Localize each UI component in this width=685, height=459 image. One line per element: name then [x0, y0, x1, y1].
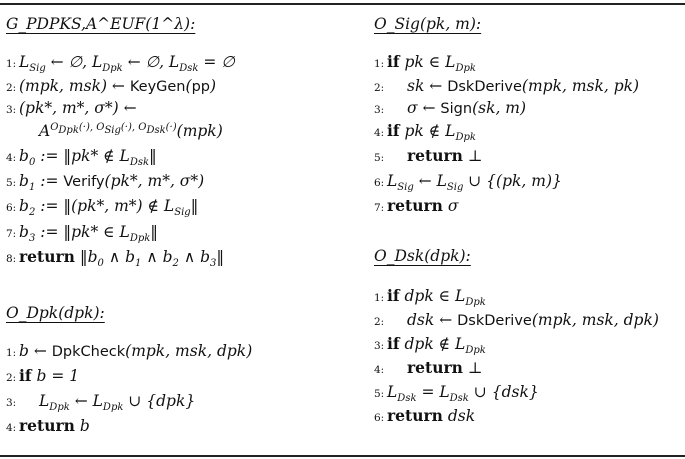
algorithm-title-0-0: G_PDPKS,A^EUF(1^λ): [6, 15, 196, 33]
line-text: return b [19, 416, 90, 435]
line-text: $L_{Dsk} = L_{Dsk}$ ∪ {dsk} [387, 383, 539, 405]
line-text: if pk ∉ $L_{Dpk}$ [387, 121, 476, 144]
line-text: return σ [387, 196, 459, 215]
line-text: $L_{Sig}$ ← ∅, $L_{Dpk}$ ← ∅, $L_{Dsk}$ = ∅ [19, 53, 235, 75]
code-line [374, 171, 562, 193]
code-line [374, 358, 482, 380]
code-line [6, 52, 235, 74]
line-number: 7: [374, 202, 385, 214]
line-text: sk ← DskDerive(mpk, msk, pk) [407, 77, 640, 95]
line-text: $b_0$ := ‖pk* ∉ $L_{Dsk}‖$ [19, 147, 157, 169]
algorithm-title-1-1: O_Dsk(dpk): [374, 247, 471, 265]
line-text: $b_1$ := Verify(pk*, m*, σ*) [19, 172, 205, 194]
line-number: 4: [6, 422, 17, 434]
line-number: 3: [6, 104, 17, 116]
line-number: 6: [374, 177, 385, 189]
code-line [374, 382, 539, 404]
line-text: $L_{Dpk}$ ← $L_{Dpk}$ ∪ {dpk} [39, 392, 196, 414]
line-text: (pk*, m*, σ*) ← [19, 99, 137, 117]
code-line [374, 406, 475, 428]
code-line [6, 416, 90, 438]
line-number: 2: [6, 82, 17, 94]
line-number: 4: [374, 127, 385, 139]
code-line [374, 76, 639, 98]
code-line [6, 196, 198, 218]
algorithm-title-0-1: O_Dpk(dpk): [6, 304, 105, 322]
code-line [374, 310, 659, 332]
code-line [374, 196, 458, 218]
code-line [6, 341, 252, 363]
line-number: 4: [374, 364, 385, 376]
line-number: 2: [6, 372, 17, 384]
line-number: 3: [6, 397, 17, 409]
line-text: $b_2$ := ‖(pk*, m*) ∉ $L_{Sig}‖$ [19, 197, 199, 219]
line-text: $A^{O_{Dpk}(\cdot), O_{Sig}(\cdot), O_{Dsk}(\cdot)}(mpk)$ [39, 121, 223, 140]
line-text: if b = 1 [19, 366, 80, 385]
code-line [374, 146, 482, 168]
code-line [6, 121, 223, 141]
code-line [6, 98, 137, 120]
line-number: 2: [374, 316, 385, 328]
code-line [374, 52, 476, 74]
line-text: dsk ← DskDerive(mpk, msk, dpk) [407, 311, 659, 329]
bottom-rule [0, 455, 685, 457]
code-line [374, 286, 486, 308]
code-line [374, 98, 526, 120]
line-number: 1: [6, 347, 17, 359]
code-line [6, 146, 157, 168]
line-number: 8: [6, 253, 17, 265]
line-text: return dsk [387, 406, 476, 425]
code-line [6, 171, 204, 193]
line-number: 4: [6, 152, 17, 164]
code-line [6, 76, 216, 98]
code-line [6, 222, 158, 244]
line-text: $b_3$ := ‖pk* ∈ $L_{Dpk}‖$ [19, 223, 159, 245]
line-number: 5: [374, 152, 385, 164]
code-line [374, 334, 486, 356]
line-text: if dpk ∉ $L_{Dpk}$ [387, 334, 486, 357]
line-text: if dpk ∈ $L_{Dpk}$ [387, 286, 486, 309]
line-text: σ ← Sign(sk, m) [407, 99, 527, 117]
top-rule [0, 3, 685, 5]
line-number: 1: [374, 292, 385, 304]
line-text: if pk ∈ $L_{Dpk}$ [387, 52, 476, 75]
line-number: 6: [6, 202, 17, 214]
code-line [6, 366, 79, 388]
line-number: 3: [374, 340, 385, 352]
line-number: 1: [6, 58, 17, 70]
line-text: $L_{Sig}$ ← $L_{Sig}$ ∪ {(pk, m)} [387, 172, 562, 194]
code-line [6, 247, 224, 269]
algorithm-title-1-0: O_Sig(pk, m): [374, 15, 482, 33]
line-text: b ← DpkCheck(mpk, msk, dpk) [19, 342, 253, 360]
line-number: 5: [6, 177, 17, 189]
line-number: 1: [374, 58, 385, 70]
line-text: return ⊥ [407, 358, 483, 377]
line-number: 6: [374, 412, 385, 424]
line-text: return ⊥ [407, 146, 483, 165]
line-number: 5: [374, 388, 385, 400]
line-number: 2: [374, 82, 385, 94]
line-number: 7: [6, 228, 17, 240]
line-number: 3: [374, 104, 385, 116]
code-line [6, 391, 195, 413]
line-text: (mpk, msk) ← KeyGen(pp) [19, 77, 217, 95]
line-text: return $‖b_0$ ∧ $b_1$ ∧ $b_2$ ∧ $b_3‖$ [19, 247, 225, 270]
code-line [374, 121, 476, 143]
